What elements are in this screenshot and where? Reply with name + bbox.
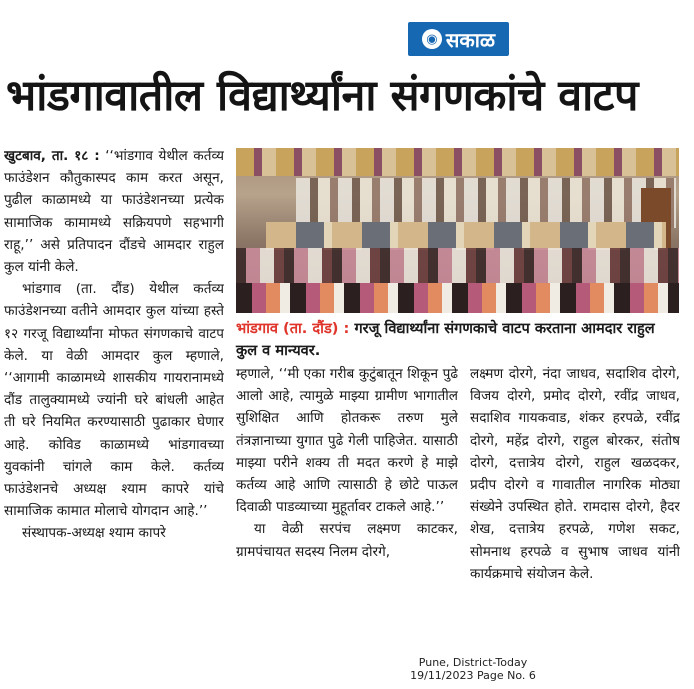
logo-text: सकाळ (445, 27, 496, 52)
paragraph-2: भांडगाव (ता. दौंड) येथील कर्तव्य फाउंडेशनच्या वतीने आमदार कुल यांच्या हस्ते १२ गरजू विद्यार्थ्यांना मोफत संगणकाचे वाटप केले. या वेळी आमदार कुल म्हणाले, ‘‘आगामी काळामध्ये शासकीय गायरानामध्ये दौंड तालुक्यामध्ये ज्यांनी घरे बांधली आहेत ती घरे नियमित करण्यासाठी पुढाकार घेणार आहे. कोविड काळामध्ये भांडगावच्या युवकांनी चांगले काम केले. कर्तव्य फाउंडेशनचे अध्यक्ष श्याम कापरे यांचे सामाजिक कामात मोलाचे योगदान आहे.’’ (4, 281, 224, 520)
edition-label: Pune, District-Today (418, 656, 528, 669)
paragraph-1 (4, 145, 224, 278)
dateline: खुटबाव, ता. १८ : (4, 148, 100, 164)
headline: भांडगावातील विद्यार्थ्यांना संगणकांचे वाटप (6, 71, 638, 121)
article-column-3 (470, 363, 680, 651)
paragraph-1-text: ‘‘भांडगाव येथील कर्तव्य फाउंडेशन कौतुकास्पद काम करत असून, पुढील काळामध्ये या फाउंडेशनच्या प्रत्येक सामाजिक कामामध्ये सक्रियपणे सहभागी राहू,’’ असे प्रतिपादन दौंडचे आमदार राहुल कुल यांनी केले. (4, 148, 224, 276)
paragraph-3: संस्थापक-अध्यक्ष श्याम कापरे (22, 525, 166, 542)
event-photo (236, 148, 679, 313)
logo-emblem-icon: ◉ (422, 29, 442, 49)
paragraph-6: लक्ष्मण दोरगे, नंदा जाधव, सदाशिव दोरगे, विजय दोरगे, प्रमोद दोरगे, रवींद्र जाधव, सदाशिव गायकवाड, शंकर हरपळे, रवींद्र दोरगे, महेंद्र दोरगे, राहुल बोरकर, संतोष दोरगे, दत्तात्रेय दोरगे, राहुल खळदकर, प्रदीप दोरगे व गावातील नागरिक मोठ्या संख्येने उपस्थित होते. रामदास दोरगे, हैदर शेख, दत्तात्रेय हरपळे, गणेश सकट, सोमनाथ हरपळे व सुभाष जाधव यांनी कार्यक्रमाचे संयोजन केले. (470, 366, 680, 582)
newspaper-logo (408, 22, 509, 56)
article-column-2 (236, 363, 458, 651)
article-column-1 (4, 145, 224, 647)
photo-caption (236, 318, 680, 362)
paragraph-5: या वेळी सरपंच लक्ष्मण काटकर, ग्रामपंचायत सदस्य निलम दोरगे, (236, 521, 458, 560)
page-footer (398, 656, 548, 682)
paragraph-4: म्हणाले, ‘‘मी एका गरीब कुटुंबातून शिकून पुढे आलो आहे, त्यामुळे माझ्या ग्रामीण भागातील सुशिक्षित आणि होतकरू तरुण मुले तंत्रज्ञानाच्या युगात पुढे गेली पाहिजेत. यासाठी माझ्या परीने शक्य ती मदत करणे हे माझे कर्तव्य आहे आणि त्यासाठी हे छोटे पाऊल दिवाळी पाडव्याच्या मुहूर्तावर टाकले आहे.’’ (236, 366, 458, 516)
caption-place: भांडगाव (ता. दौंड) : (236, 320, 350, 337)
date-page-label: 19/11/2023 Page No. 6 (410, 669, 536, 682)
caption-text: गरजू विद्यार्थ्यांना संगणकाचे वाटप करताना आमदार राहुल कुल व मान्यवर. (236, 320, 655, 359)
